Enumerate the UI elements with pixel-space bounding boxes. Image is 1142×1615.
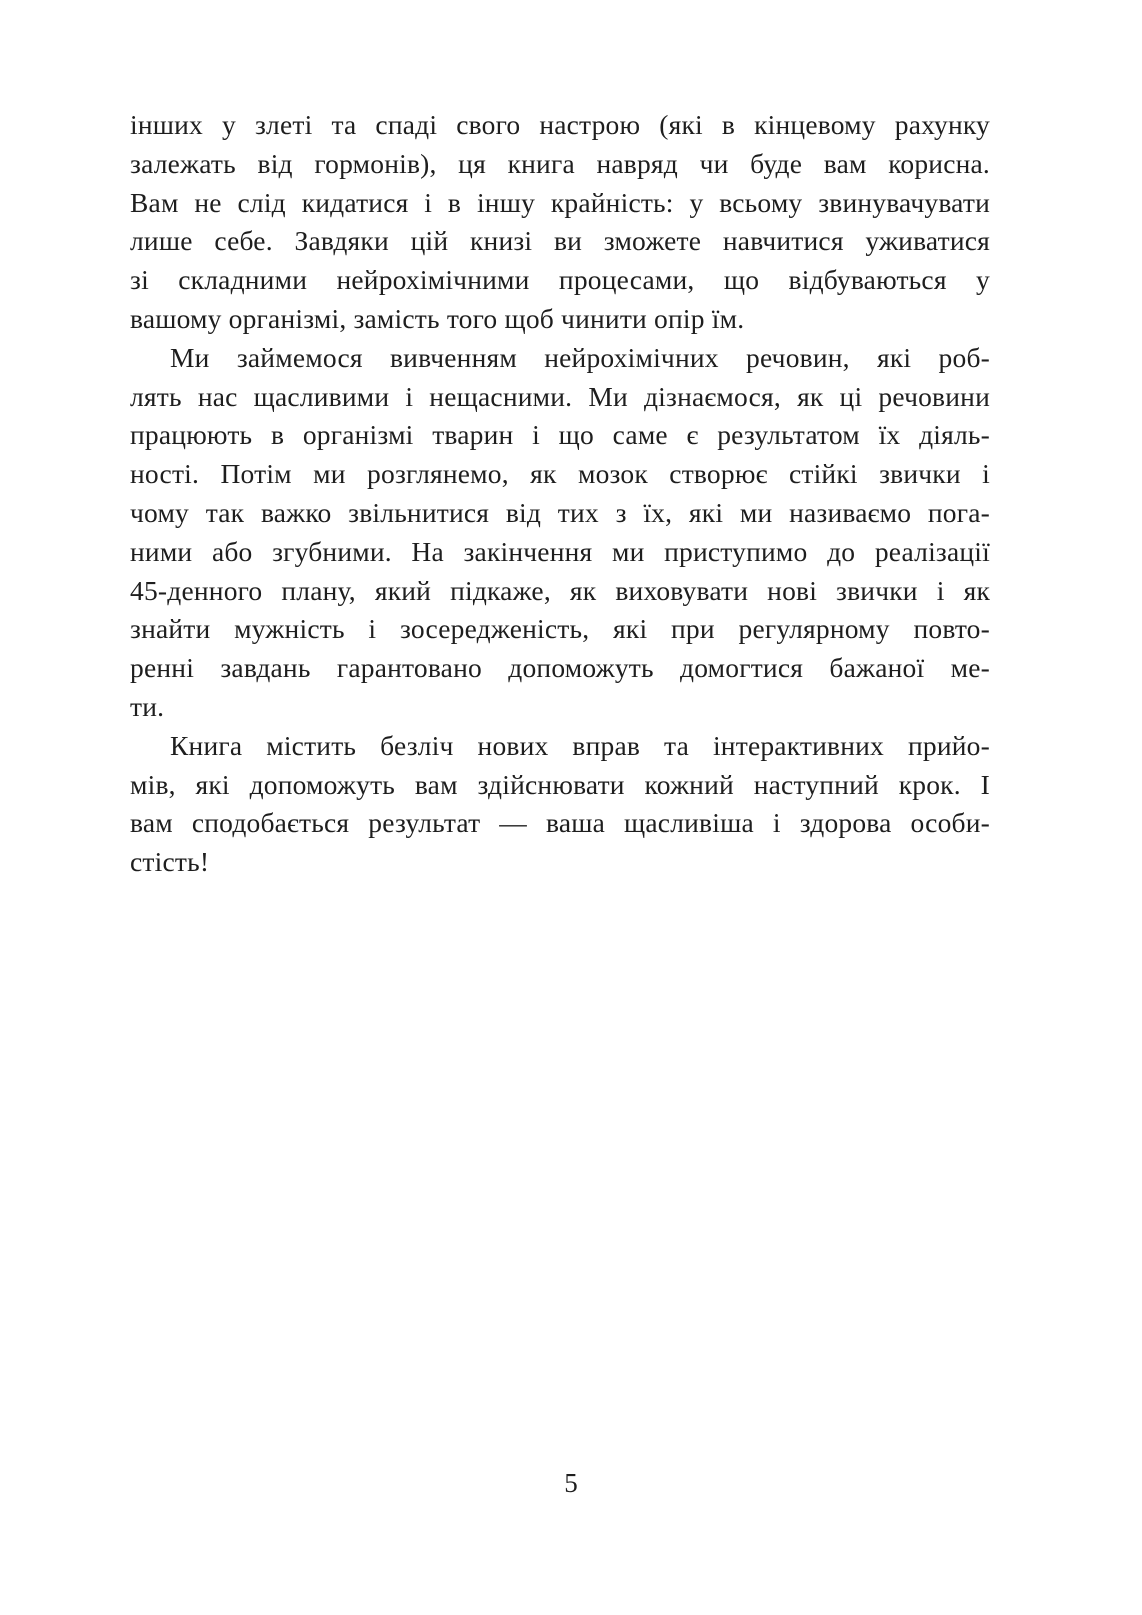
text-line: ренні завдань гарантовано допоможуть домогтися бажаної ме- [130,652,990,684]
text-line: інших у злеті та спаді свого настрою (які в кінцевому рахунку [130,109,990,140]
text-line: ними або згубними. На закінчення ми приступимо до реалізації [130,535,990,567]
text-line: залежать від гормонів), ця книга навряд чи буде вам корисна. [130,147,990,179]
text-block [130,106,990,882]
text-line: лять нас щасливими і нещасними. Ми дізнаємося, як ці речовини [130,380,990,412]
text-line: чому так важко звільнитися від тих з їх, які ми називаємо пога- [130,496,990,528]
text-line: Книга містить безліч нових вправ та інтерактивних прийо- [170,729,990,761]
paragraph [130,339,990,727]
text-line: зі складними нейрохімічними процесами, що відбуваються у [130,264,990,296]
text-line: Ми займемося вивченням нейрохімічних речовин, які роб- [170,341,990,373]
text-line: вам сподобається результат — ваша щасливіша і здорова особи- [130,807,990,839]
text-line: Вам не слід кидатися і в іншу крайність: у всьому звинувачувати [130,186,990,218]
text-line: лише себе. Завдяки цій книзі ви зможете навчитися уживатися [130,225,990,257]
paragraph [130,106,990,339]
text-line: мів, які допоможуть вам здійснювати кожний наступний крок. І [130,768,990,800]
page-number: 5 [564,1468,578,1498]
text-line: вашому організмі, замість того щоб чинити опір їм. [130,302,745,334]
text-line: 45-денного плану, який підкаже, як виховувати нові звички і як [130,574,990,606]
text-line: стість! [130,846,210,878]
text-line: знайти мужність і зосередженість, які при регулярному повто- [130,613,990,645]
paragraph [130,727,990,882]
text-line: працюють в організмі тварин і що саме є результатом їх діяль- [130,419,990,451]
text-line: ти. [130,690,165,722]
text-line: ності. Потім ми розглянемо, як мозок створює стійкі звички і [130,458,990,490]
